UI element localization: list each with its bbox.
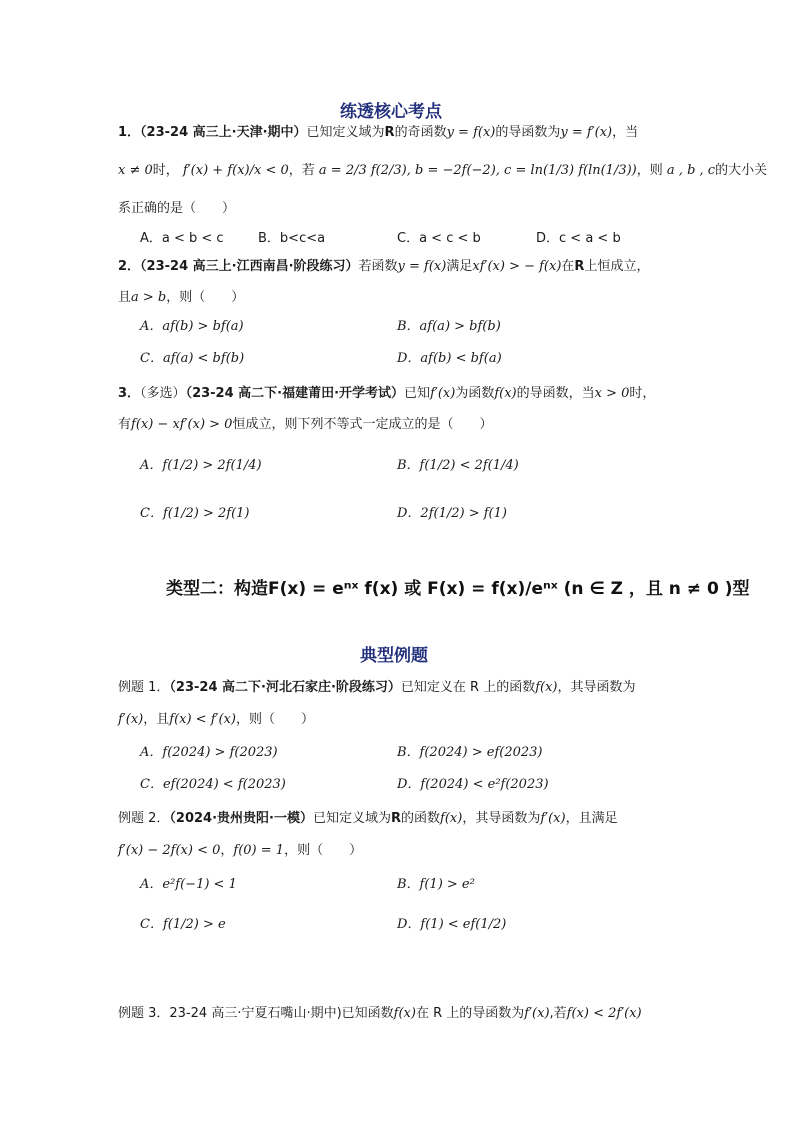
q3-text: 时， [629, 386, 656, 401]
e2-derivative: f′(x) [540, 811, 566, 826]
q3-option-c[interactable]: C．f(1/2) > 2f(1) [140, 506, 250, 521]
q1-line-3: 系正确的是（ ） [118, 201, 236, 216]
e2-option-b[interactable]: B．f(1) > e² [397, 877, 475, 892]
e1-text: ，且 [143, 712, 170, 727]
e2-condition: f′(x) − 2f(x) < 0 [118, 843, 221, 858]
e1-text: ，其导函数为 [557, 680, 636, 695]
q3-option-b[interactable]: B．f(1/2) < 2f(1/4) [397, 458, 519, 473]
e3-text: 在 R 上的导函数为 [415, 1006, 525, 1021]
q2-text: ，则（ ） [166, 290, 245, 305]
e1-text: 已知定义在 R 上的函数 [400, 680, 536, 695]
e3-function: f(x) [393, 1006, 416, 1021]
q2-text: 在 [561, 259, 575, 274]
e1-derivative: f′(x) [118, 712, 144, 727]
q3-option-d[interactable]: D．2f(1/2) > f(1) [397, 506, 507, 521]
q2-line-2 [118, 289, 244, 307]
e1-function: f(x) [535, 680, 558, 695]
q1-variables: a , b , c [666, 163, 716, 178]
e1-source: （23-24 高二下·河北石家庄·阶段练习） [169, 680, 401, 695]
q1-option-b[interactable]: B．b<c<a [258, 231, 326, 246]
q2-set-r: R [574, 259, 585, 274]
e2-set-r: R [390, 811, 401, 826]
q2-function: y = f(x) [397, 259, 447, 274]
q3-text: 为函数 [455, 386, 495, 401]
q1-definitions: a = 2/3 f(2/3), b = −2f(−2), c = ln(1/3) f(ln(1/3)) [318, 163, 637, 178]
e2-text: ，且满足 [565, 811, 618, 826]
e2-option-d[interactable]: D．f(1) < ef(1/2) [397, 917, 507, 932]
q3-inequality: f(x) − xf′(x) > 0 [131, 417, 233, 432]
q3-text: 的导函数，当 [516, 386, 595, 401]
q3-line-2 [118, 416, 492, 434]
q1-line-1 [118, 124, 638, 142]
q2-text: 若函数 [358, 259, 398, 274]
q1-derivative: y = f′(x) [560, 125, 613, 140]
type-two-heading: 类型二：构造F(x) = eⁿˣ f(x) 或 F(x) = f(x)/eⁿˣ (n ∈ Z ，且 n ≠ 0 )型 [166, 579, 750, 599]
e1-line-1 [118, 679, 636, 697]
q3-tag: （多选） [140, 386, 186, 401]
e2-function: f(x) [440, 811, 463, 826]
q1-option-c[interactable]: C．a < c < b [397, 231, 481, 246]
q1-function: y = f(x) [446, 125, 496, 140]
e1-option-a[interactable]: A．f(2024) > f(2023) [140, 745, 278, 760]
q3-function: f(x) [494, 386, 517, 401]
e1-line-2 [118, 711, 314, 729]
q2-condition: xf′(x) > − f(x) [472, 259, 562, 274]
q3-text: 恒成立，则下列不等式一定成立的是（ ） [232, 417, 493, 432]
q2-option-b[interactable]: B．af(a) > bf(b) [397, 319, 501, 334]
q1-option-a[interactable]: A．a < b < c [140, 231, 224, 246]
q1-line-2 [118, 162, 767, 180]
e2-text: ， [220, 843, 234, 858]
q2-option-c[interactable]: C．af(a) < bf(b) [140, 351, 245, 366]
q3-number: 3． [118, 386, 141, 401]
e2-option-a[interactable]: A．e²f(−1) < 1 [140, 877, 237, 892]
q2-line-1 [118, 258, 649, 276]
q3-text: 已知 [404, 386, 431, 401]
q2-option-a[interactable]: A．af(b) > bf(a) [140, 319, 244, 334]
q1-text: ，则 [636, 163, 663, 178]
e1-condition: f(x) < f′(x) [169, 712, 236, 727]
e2-source: （2024·贵州贵阳·一模） [169, 811, 313, 826]
q3-source: （23-24 高二下·福建莆田·开学考试） [185, 386, 405, 401]
q2-number: 2． [118, 259, 141, 274]
example-section-title: 典型例题 [360, 646, 428, 666]
q1-number: 1． [118, 125, 141, 140]
e1-option-d[interactable]: D．f(2024) < e²f(2023) [397, 777, 549, 792]
e2-text: 已知定义域为 [312, 811, 391, 826]
q3-text: 有 [118, 417, 132, 432]
q1-text: 的奇函数 [394, 125, 447, 140]
q1-text: 已知定义域为 [306, 125, 385, 140]
q3-line-1 [118, 385, 655, 403]
e3-derivative: f′(x) [524, 1006, 550, 1021]
q1-option-d[interactable]: D．c < a < b [536, 231, 621, 246]
q1-inequality: f′(x) + f(x)/x < 0 [182, 163, 289, 178]
e2-line-1 [118, 810, 618, 828]
e2-text: 的函数 [401, 811, 441, 826]
e2-option-c[interactable]: C．f(1/2) > e [140, 917, 226, 932]
e3-line-1 [118, 1005, 642, 1023]
q3-option-a[interactable]: A．f(1/2) > 2f(1/4) [140, 458, 262, 473]
e2-number: 例题 2． [118, 811, 170, 826]
e3-text: )已知函数 [336, 1006, 394, 1021]
e3-source: 23-24 高三·宁夏石嘴山·期中 [169, 1006, 337, 1021]
q2-text: 上恒成立， [584, 259, 650, 274]
e3-number: 例题 3． [118, 1006, 170, 1021]
q1-text: ，若 [288, 163, 315, 178]
q1-text: 时， [152, 163, 179, 178]
e2-text: ，其导函数为 [462, 811, 541, 826]
e3-text: ,若 [549, 1006, 567, 1021]
q2-option-d[interactable]: D．af(b) < bf(a) [397, 351, 502, 366]
q1-text: ，当 [612, 125, 639, 140]
e1-option-b[interactable]: B．f(2024) > ef(2023) [397, 745, 543, 760]
e1-option-c[interactable]: C．ef(2024) < f(2023) [140, 777, 286, 792]
e1-text: ，则（ ） [235, 712, 314, 727]
e3-condition: f(x) < 2f′(x) [566, 1006, 642, 1021]
q1-text: 的导函数为 [495, 125, 561, 140]
q1-source: （23-24 高三上·天津·期中） [140, 125, 307, 140]
q3-condition: x > 0 [594, 386, 630, 401]
e2-line-2 [118, 842, 362, 860]
q1-set-r: R [384, 125, 395, 140]
q2-text: 满足 [446, 259, 473, 274]
q2-condition-ab: a > b [131, 290, 167, 305]
e2-initial-value: f(0) = 1 [233, 843, 285, 858]
practice-section-title: 练透核心考点 [340, 102, 442, 122]
q2-source: （23-24 高三上·江西南昌·阶段练习） [140, 259, 359, 274]
q3-derivative: f′(x) [430, 386, 456, 401]
q2-text: 且 [118, 290, 132, 305]
q1-condition: x ≠ 0 [118, 163, 153, 178]
q1-text: 的大小关 [715, 163, 768, 178]
e2-text: ，则（ ） [284, 843, 363, 858]
e1-number: 例题 1． [118, 680, 170, 695]
